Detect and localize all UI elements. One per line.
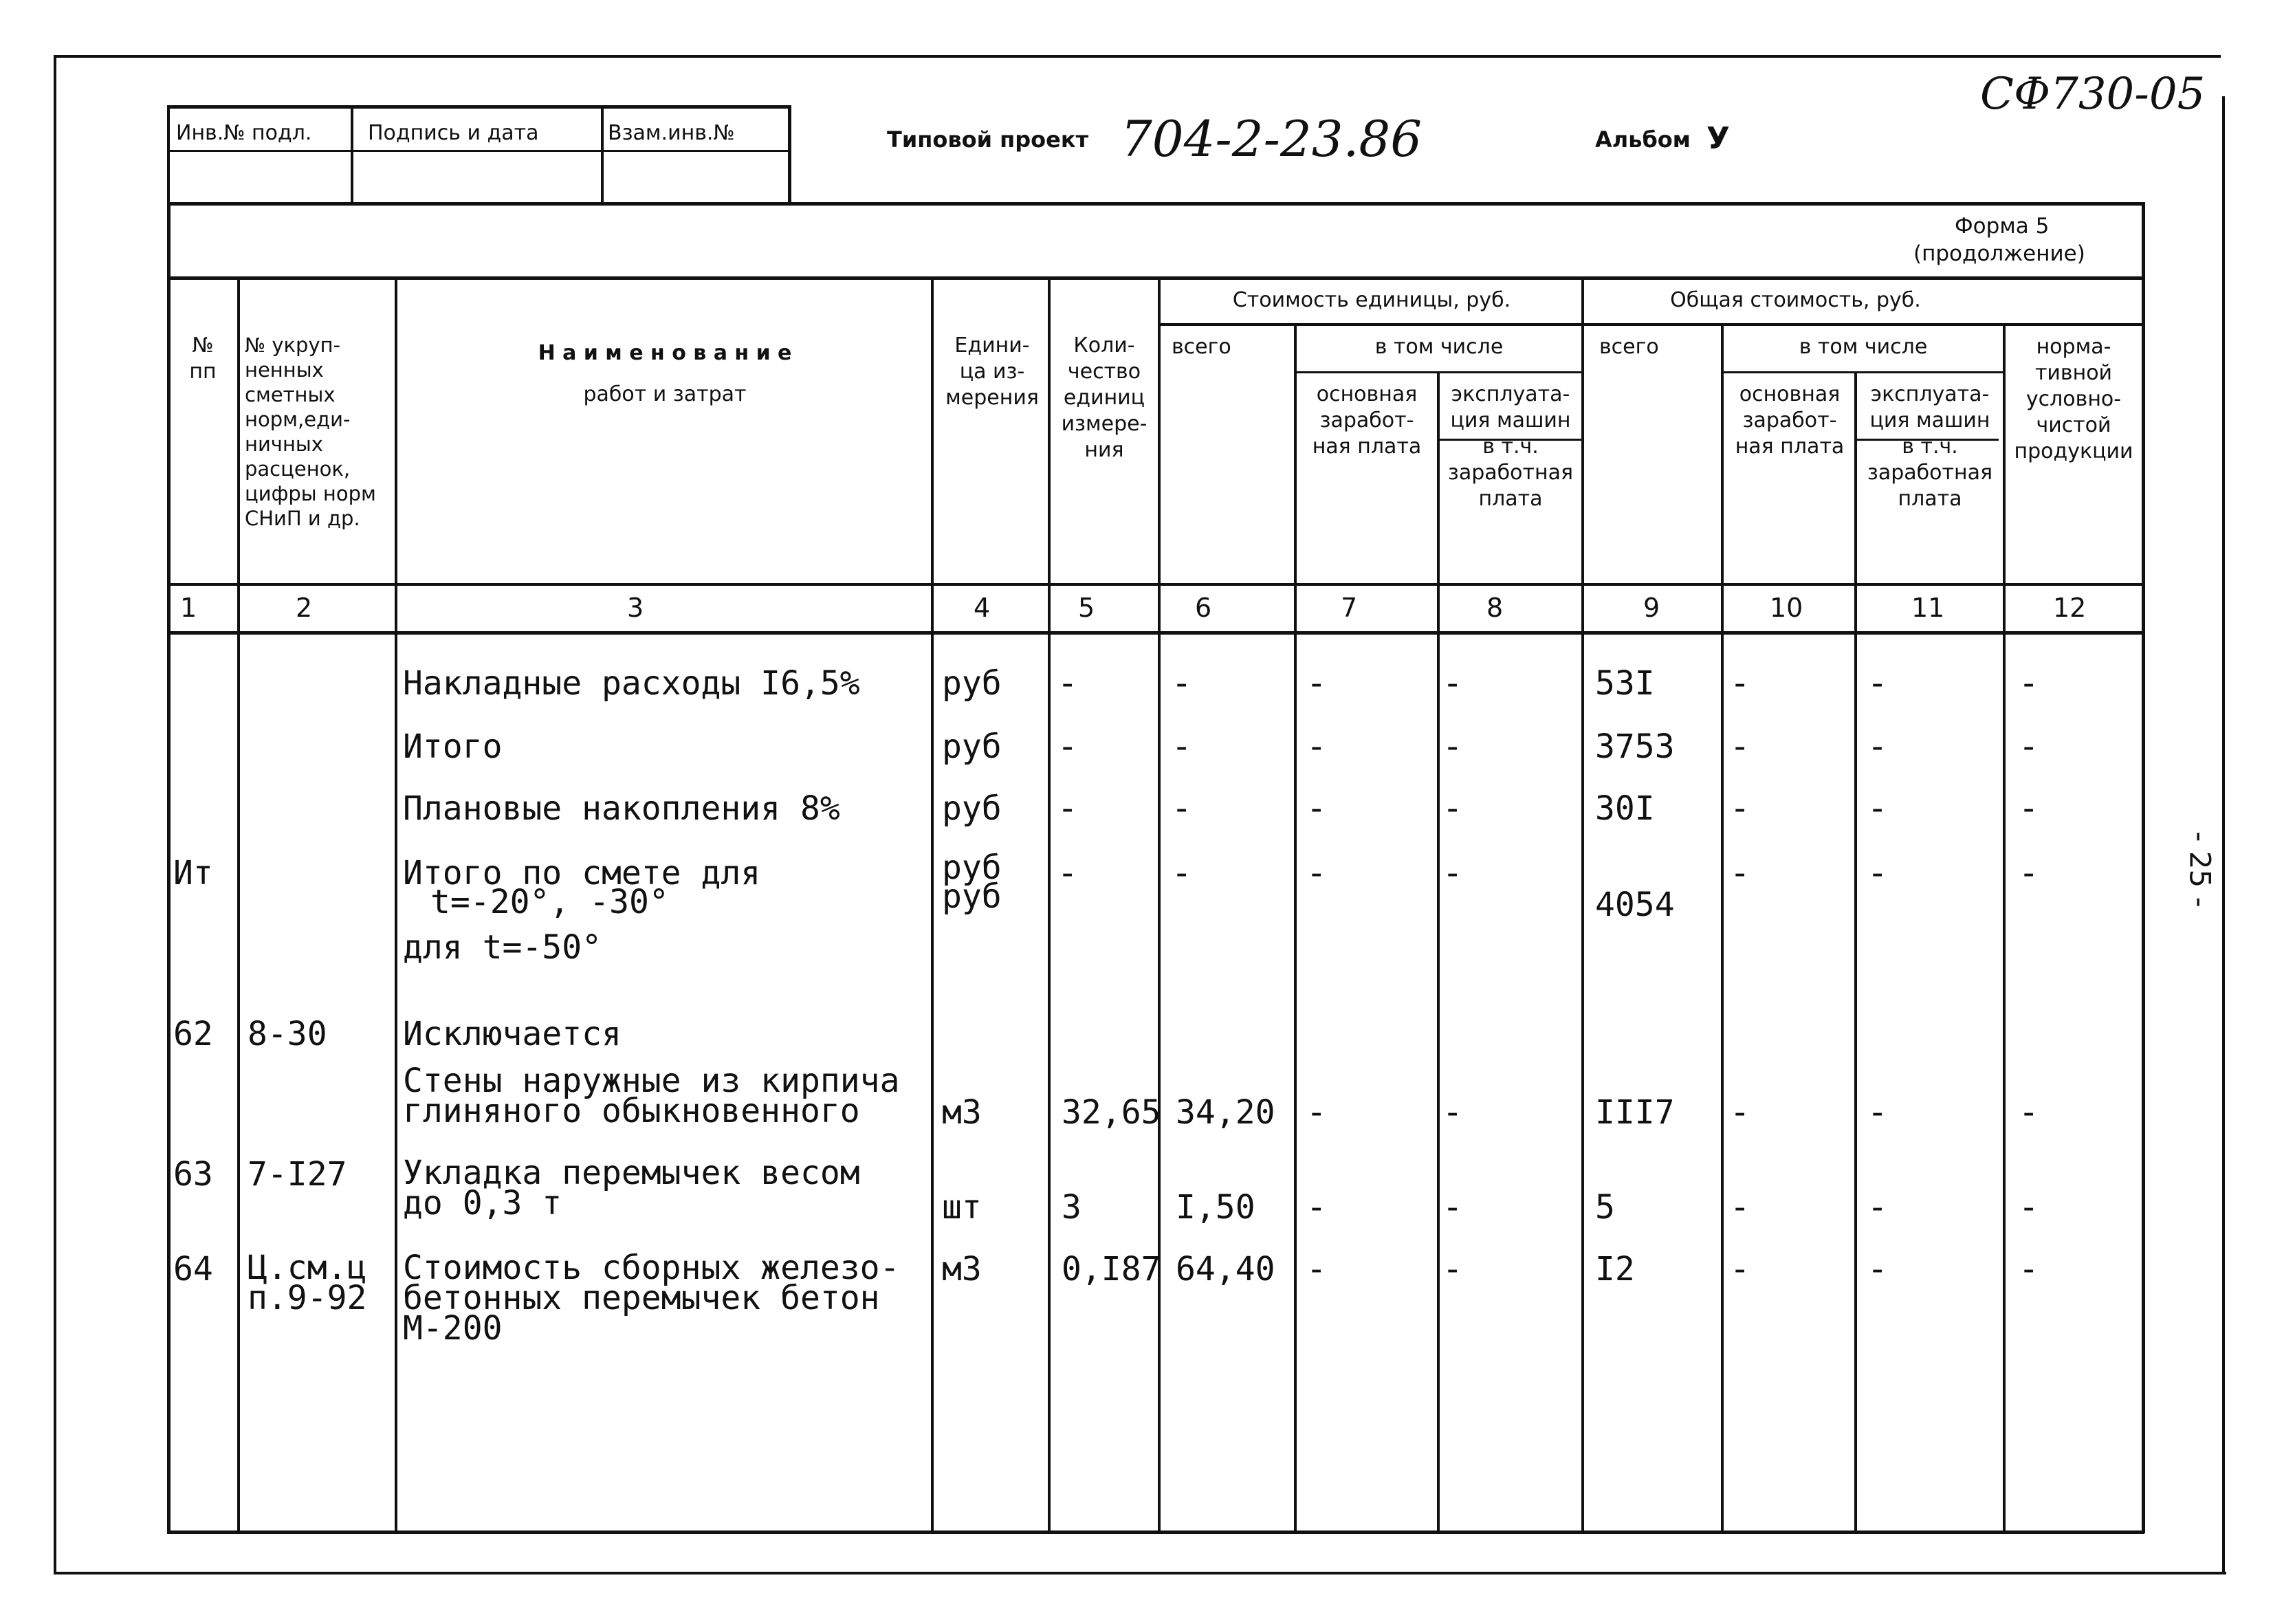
header-col4: Едини- ца из- мерения bbox=[945, 333, 1039, 410]
outer-frame-bottom bbox=[54, 1572, 2226, 1574]
header-total-cost: Общая стоимость, руб. bbox=[1670, 288, 1921, 312]
total-cost-wage: - bbox=[1734, 854, 1746, 892]
row-number: 63 bbox=[173, 1155, 213, 1194]
total-cost: 3753 bbox=[1595, 727, 1675, 766]
unit-cost-total: 34,20 bbox=[1176, 1093, 1275, 1132]
normative-product: - bbox=[2023, 1250, 2035, 1288]
total-cost: I2 bbox=[1595, 1250, 1635, 1288]
unit-cost-machine: - bbox=[1447, 789, 1459, 828]
total-cost-wage: - bbox=[1734, 1250, 1746, 1288]
norm-code: 8-30 bbox=[248, 1015, 327, 1053]
total-cost-wage: - bbox=[1734, 727, 1746, 766]
row-number: Ит bbox=[173, 854, 213, 892]
header-col11: эксплуата- ция машин в т.ч. заработная плата bbox=[1867, 382, 1993, 511]
header-col7: основная заработ- ная плата bbox=[1312, 382, 1422, 459]
work-name-line: t=-20°, -30° bbox=[430, 883, 669, 921]
unit-cost-machine: - bbox=[1447, 1188, 1459, 1227]
album-label: Альбом bbox=[1595, 127, 1691, 153]
norm-code-line: п.9-92 bbox=[248, 1279, 367, 1317]
column-number: 11 bbox=[1911, 593, 1945, 623]
work-name: Итого по смете для bbox=[403, 854, 761, 892]
normative-product: - bbox=[2023, 1188, 2035, 1227]
work-name-line: до 0,3 т bbox=[403, 1184, 562, 1222]
outer-frame-left bbox=[54, 55, 56, 1574]
unit-cost-total: - bbox=[1176, 854, 1188, 892]
unit-cost-wage: - bbox=[1310, 854, 1323, 892]
normative-product: - bbox=[2023, 727, 2035, 766]
work-name: Исключается bbox=[403, 1015, 622, 1053]
work-name: Накладные расходы I6,5% bbox=[403, 664, 860, 703]
unit-cost-wage: - bbox=[1310, 664, 1323, 703]
unit-cost-wage: - bbox=[1310, 789, 1323, 828]
column-number: 2 bbox=[296, 593, 313, 623]
column-number: 5 bbox=[1078, 593, 1095, 623]
total-cost-machine: - bbox=[1871, 664, 1884, 703]
header-col10: основная заработ- ная плата bbox=[1735, 382, 1845, 459]
unit-cost-machine: - bbox=[1447, 664, 1459, 703]
quantity: 0,I87 bbox=[1062, 1250, 1161, 1288]
column-number: 1 bbox=[180, 593, 197, 623]
total-cost: 5 bbox=[1595, 1188, 1615, 1227]
column-number: 7 bbox=[1341, 593, 1358, 623]
unit: шт bbox=[942, 1188, 982, 1227]
header-col1: № пп bbox=[189, 333, 217, 384]
unit: руб bbox=[942, 664, 1002, 703]
normative-product: - bbox=[2023, 854, 2035, 892]
unit-cost-wage: - bbox=[1310, 1250, 1323, 1288]
work-name-line: Стены наружные из кирпича bbox=[403, 1062, 900, 1100]
unit: руб bbox=[942, 848, 1002, 887]
page-number: - 25 - bbox=[2183, 831, 2217, 908]
work-name: Стоимость сборных железо- bbox=[403, 1249, 900, 1287]
unit-cost-total: - bbox=[1176, 727, 1188, 766]
total-cost-machine: - bbox=[1871, 1188, 1884, 1227]
document-code: СФ730-05 bbox=[1980, 69, 2206, 120]
unit: м3 bbox=[942, 1250, 982, 1288]
unit-cost-total: - bbox=[1176, 664, 1188, 703]
total-cost-wage: - bbox=[1734, 1188, 1746, 1227]
stamp-replace-label: Взам.инв.№ bbox=[608, 121, 735, 145]
total-cost-machine: - bbox=[1871, 1250, 1884, 1288]
project-label: Типовой проект bbox=[887, 127, 1089, 153]
unit-cost-wage: - bbox=[1310, 1093, 1323, 1132]
total-cost-wage: - bbox=[1734, 664, 1746, 703]
unit: руб bbox=[942, 877, 1002, 916]
total-cost: 30I bbox=[1595, 789, 1655, 828]
outer-frame-top bbox=[55, 55, 2221, 58]
total-cost-machine: - bbox=[1871, 789, 1884, 828]
norm-code: 7-I27 bbox=[248, 1155, 347, 1194]
column-number: 12 bbox=[2053, 593, 2087, 623]
unit-cost-machine: - bbox=[1447, 1250, 1459, 1288]
form-label: Форма 5 bbox=[1955, 214, 2050, 239]
column-number: 10 bbox=[1770, 593, 1803, 623]
column-number: 6 bbox=[1195, 593, 1212, 623]
normative-product: - bbox=[2023, 789, 2035, 828]
header-unit-incl: в том числе bbox=[1374, 335, 1504, 359]
total-cost: 53I bbox=[1595, 664, 1655, 703]
unit-cost-wage: - bbox=[1310, 1188, 1323, 1227]
header-col12: норма- тивной условно- чистой продукции bbox=[2014, 335, 2133, 463]
row-number: 64 bbox=[173, 1250, 213, 1288]
form-continuation: (продолжение) bbox=[1913, 241, 2085, 266]
work-name-line: глиняного обыкновенного bbox=[403, 1092, 860, 1130]
unit-cost-machine: - bbox=[1447, 854, 1459, 892]
header-col8: эксплуата- ция машин в т.ч. заработная плата bbox=[1447, 382, 1574, 511]
quantity: - bbox=[1062, 664, 1074, 703]
unit-cost-total: 64,40 bbox=[1176, 1250, 1275, 1288]
normative-product: - bbox=[2023, 664, 2035, 703]
total-cost-wage: - bbox=[1734, 789, 1746, 828]
work-name-line: для t=-50° bbox=[403, 928, 602, 967]
unit-cost-total: - bbox=[1176, 789, 1188, 828]
unit-cost-machine: - bbox=[1447, 1093, 1459, 1132]
quantity: 32,65 bbox=[1062, 1093, 1161, 1132]
stamp-sign-label: Подпись и дата bbox=[368, 121, 539, 145]
unit-cost-total: I,50 bbox=[1176, 1188, 1255, 1227]
unit-cost-machine: - bbox=[1447, 727, 1459, 766]
total-cost-machine: - bbox=[1871, 854, 1884, 892]
quantity: - bbox=[1062, 854, 1074, 892]
quantity: - bbox=[1062, 727, 1074, 766]
work-name-line: М-200 bbox=[403, 1309, 503, 1348]
total-cost: III7 bbox=[1595, 1093, 1675, 1132]
column-number: 4 bbox=[974, 593, 991, 623]
unit: руб bbox=[942, 789, 1002, 828]
quantity: 3 bbox=[1062, 1188, 1081, 1227]
outer-frame-right bbox=[2222, 96, 2225, 1574]
normative-product: - bbox=[2023, 1093, 2035, 1132]
work-name: Плановые накопления 8% bbox=[403, 789, 840, 828]
header-unit-cost: Стоимость единицы, руб. bbox=[1232, 288, 1511, 312]
unit: руб bbox=[942, 727, 1002, 766]
work-name: Итого bbox=[403, 727, 503, 766]
unit: м3 bbox=[942, 1093, 982, 1132]
column-number: 9 bbox=[1643, 593, 1660, 623]
header-total-incl: в том числе bbox=[1799, 335, 1928, 359]
column-number: 3 bbox=[627, 593, 644, 623]
total-cost-wage: - bbox=[1734, 1093, 1746, 1132]
total-cost: 4054 bbox=[1595, 886, 1675, 924]
work-name: Укладка перемычек весом bbox=[403, 1154, 860, 1192]
column-number: 8 bbox=[1486, 593, 1504, 623]
quantity: - bbox=[1062, 789, 1074, 828]
header-col6: всего bbox=[1172, 335, 1231, 359]
album-value: У bbox=[1706, 121, 1730, 156]
unit-cost-wage: - bbox=[1310, 727, 1323, 766]
header-col2: № укруп- ненных сметных норм,еди- ничных расценок, цифры норм СНиП и др. bbox=[245, 333, 376, 530]
project-number: 704-2-23.86 bbox=[1121, 110, 1423, 168]
work-name-line: бетонных перемычек бетон bbox=[403, 1279, 880, 1317]
total-cost-machine: - bbox=[1871, 1093, 1884, 1132]
header-col9: всего bbox=[1599, 335, 1659, 359]
total-cost-machine: - bbox=[1871, 727, 1884, 766]
norm-code: Ц.см.ц bbox=[248, 1249, 367, 1287]
header-col3: Н а и м е н о в а н и е работ и затрат bbox=[538, 341, 792, 406]
stamp-inv-label: Инв.№ подл. bbox=[176, 121, 312, 145]
row-number: 62 bbox=[173, 1015, 213, 1053]
header-col5: Коли- чество единиц измере- ния bbox=[1061, 333, 1148, 462]
